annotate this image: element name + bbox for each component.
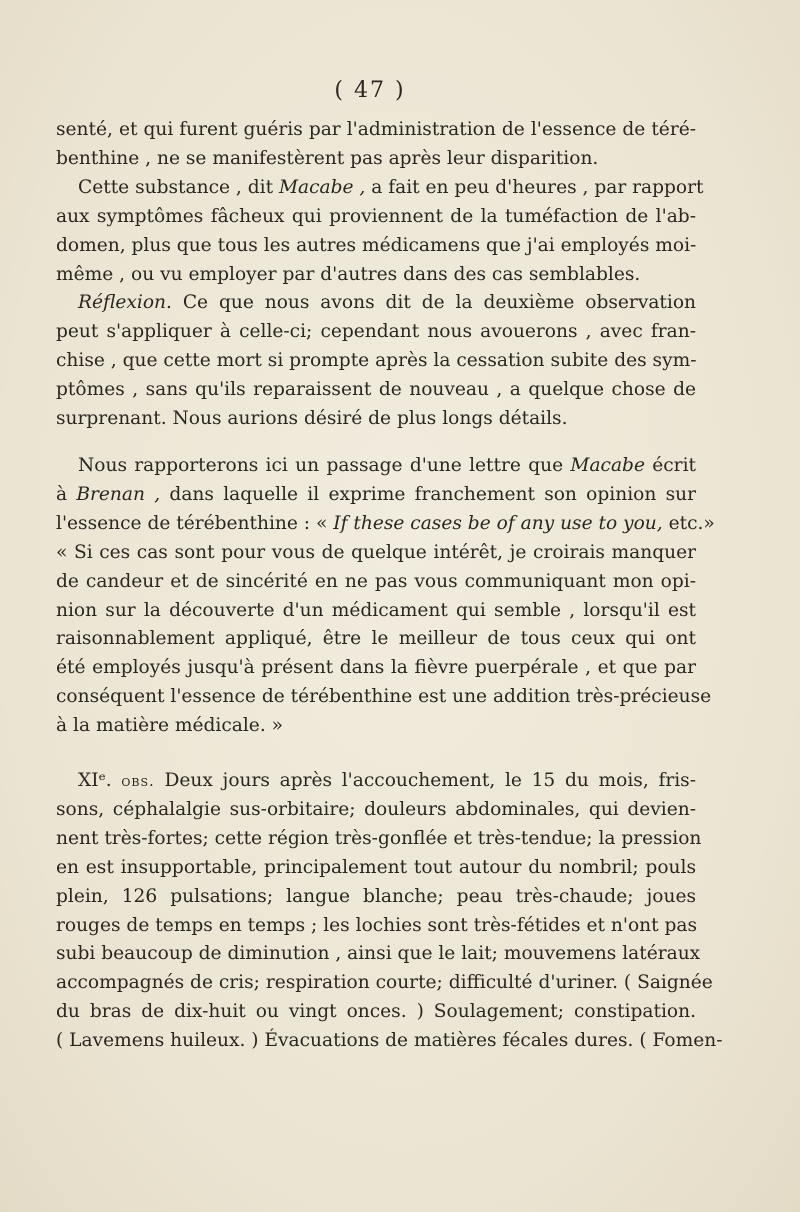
text-line bbox=[56, 203, 696, 232]
text-line bbox=[56, 912, 696, 941]
line-text: domen, plus que tous les autres médicamens que j'ai employés moi- bbox=[56, 234, 697, 256]
observation-number: XIᵉ. bbox=[78, 770, 122, 792]
text-line bbox=[56, 145, 696, 174]
line-text: à la matière médicale. » bbox=[56, 715, 284, 737]
line-text: en est insupportable, principalement tout autour du nombril; pouls bbox=[56, 856, 696, 878]
line-text: ptômes , sans qu'ils reparaissent de nouveau , a quelque chose de bbox=[56, 379, 696, 401]
paragraph-gap bbox=[56, 434, 696, 452]
text-line bbox=[56, 481, 696, 510]
text-line bbox=[56, 1027, 723, 1056]
line-text: Nous rapporterons ici un passage d'une lettre que bbox=[78, 454, 571, 476]
line-text: peut s'appliquer à celle-ci; cependant nous avouerons , avec fran- bbox=[56, 321, 696, 343]
line-text: dans laquelle il exprime franchement son opinion sur bbox=[160, 483, 696, 505]
text-line bbox=[56, 174, 704, 203]
text-line bbox=[56, 116, 696, 145]
text-line bbox=[56, 347, 696, 376]
text-line bbox=[56, 712, 696, 741]
text-line bbox=[56, 998, 696, 1027]
line-text: Cette substance , dit bbox=[78, 176, 279, 198]
text-line bbox=[56, 883, 696, 912]
body-text bbox=[56, 116, 723, 1056]
line-text: accompagnés de cris; respiration courte; difficulté d'uriner. ( Saignée bbox=[56, 972, 713, 994]
line-text: chise , que cette mort si prompte après la cessation subite des sym- bbox=[56, 350, 697, 372]
text-line bbox=[56, 510, 715, 539]
line-text: senté, et qui furent guéris par l'administration de l'essence de téré- bbox=[56, 119, 696, 140]
line-text: même , ou vu employer par d'autres dans des cas semblables. bbox=[56, 263, 641, 285]
line-text: ( Lavemens huileux. ) Évacuations de matières fécales dures. ( Fomen- bbox=[56, 1030, 723, 1052]
line-text: de candeur et de sincérité en ne pas vous communiquant mon opi- bbox=[56, 570, 696, 592]
text-line bbox=[56, 683, 712, 712]
line-text: conséquent l'essence de térébenthine est une addition très-précieuse bbox=[56, 686, 712, 708]
line-text: l'essence de térébenthine : « bbox=[56, 512, 334, 534]
italic-text: Brenan , bbox=[76, 483, 161, 505]
italic-text: Réflexion. bbox=[78, 292, 172, 314]
line-text: a fait en peu d'heures , par rapport bbox=[365, 176, 704, 198]
text-line bbox=[56, 318, 696, 347]
line-text: à bbox=[56, 483, 77, 505]
italic-text: Macabe bbox=[570, 454, 645, 476]
text-line bbox=[56, 376, 696, 405]
text-line bbox=[56, 289, 696, 318]
text-line bbox=[56, 539, 696, 568]
line-text: surprenant. Nous aurions désiré de plus longs détails. bbox=[56, 408, 568, 430]
text-line bbox=[56, 568, 696, 597]
line-text: du bras de dix-huit ou vingt onces. ) Soulagement; constipation. bbox=[56, 1001, 696, 1023]
text-line bbox=[56, 654, 696, 683]
line-text: été employés jusqu'à présent dans la fièvre puerpérale , et que par bbox=[56, 657, 696, 679]
line-text: écrit bbox=[644, 454, 696, 476]
line-text: subi beaucoup de diminution , ainsi que le lait; mouvemens latéraux bbox=[56, 943, 701, 965]
line-text: « Si ces cas sont pour vous de quelque intérêt, je croirais manquer bbox=[56, 541, 696, 563]
paragraph-gap bbox=[56, 741, 696, 767]
line-text: nion sur la découverte d'un médicament qui semble , lorsqu'il est bbox=[56, 599, 696, 621]
italic-text: If these cases be of any use to you, bbox=[333, 512, 663, 534]
italic-text: Macabe , bbox=[278, 176, 366, 198]
line-text: plein, 126 pulsations; langue blanche; peau très-chaude; joues bbox=[56, 885, 696, 907]
text-line bbox=[56, 597, 696, 626]
line-text: etc.» bbox=[662, 512, 715, 534]
observation-label: obs. bbox=[121, 772, 155, 791]
line-text: Deux jours après l'accouchement, le 15 du mois, fris- bbox=[154, 770, 696, 792]
text-line bbox=[56, 767, 696, 796]
line-text: aux symptômes fâcheux qui proviennent de la tuméfaction de l'ab- bbox=[56, 205, 696, 227]
line-text: Ce que nous avons dit de la deuxième observation bbox=[171, 292, 696, 314]
line-text: rouges de temps en temps ; les lochies sont très-fétides et n'ont pas bbox=[56, 914, 698, 936]
line-text: nent très-fortes; cette région très-gonflée et très-tendue; la pression bbox=[56, 827, 702, 849]
text-line bbox=[56, 625, 696, 654]
line-text: sons, céphalalgie sus-orbitaire; douleurs abdominales, qui devien- bbox=[56, 798, 696, 820]
text-line bbox=[56, 825, 702, 854]
text-line bbox=[56, 969, 713, 998]
text-line bbox=[56, 232, 696, 261]
page-number: ( 47 ) bbox=[334, 78, 406, 103]
text-line bbox=[56, 940, 701, 969]
line-text: raisonnablement appliqué, être le meilleur de tous ceux qui ont bbox=[56, 628, 696, 650]
line-text: benthine , ne se manifestèrent pas après leur disparition. bbox=[56, 147, 599, 169]
text-line bbox=[56, 854, 696, 883]
text-line bbox=[56, 796, 696, 825]
text-line bbox=[56, 261, 696, 290]
text-line bbox=[56, 452, 696, 481]
text-line bbox=[56, 405, 696, 434]
